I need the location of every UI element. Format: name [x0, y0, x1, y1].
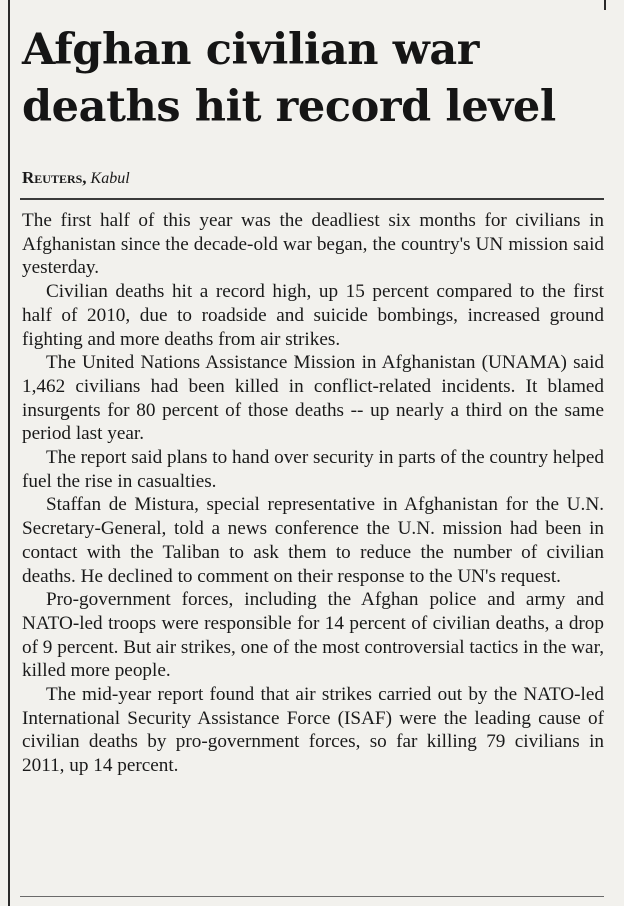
headline: Afghan civilian war deaths hit record level — [22, 25, 556, 132]
article-body — [22, 209, 604, 778]
column-rule-left — [8, 0, 10, 906]
byline-agency: Reuters, — [22, 168, 87, 187]
article-paragraph: Pro-government forces, including the Afghan police and army and NATO-led troops were responsible for 14 percent of civilian deaths, a drop of 9 percent. But air strikes, one of the most controversial tactics in the war, killed more people. — [22, 589, 604, 682]
article-paragraph: The mid-year report found that air strikes carried out by the NATO-led International Security Assistance Force (ISAF) were the leading cause of civilian deaths by pro-government forces, so far killing 79 civilians in 2011, up 14 percent. — [22, 684, 604, 777]
byline — [22, 168, 130, 189]
byline-divider — [20, 198, 604, 200]
article-paragraph: The first half of this year was the deadliest six months for civilians in Afghanistan since the decade-old war began, the country's UN mission said yesterday. — [22, 210, 604, 279]
article-paragraph: Civilian deaths hit a record high, up 15 percent compared to the first half of 2010, due to roadside and suicide bombings, increased ground fighting and more deaths from air strikes. — [22, 281, 604, 350]
article-paragraph: The United Nations Assistance Mission in Afghanistan (UNAMA) said 1,462 civilians had been killed in conflict-related incidents. It blamed insurgents for 80 percent of those deaths -- up nearly a third on the same period last year. — [22, 352, 604, 445]
byline-location: Kabul — [90, 170, 130, 187]
article-paragraph: The report said plans to hand over security in parts of the country helped fuel the rise in casualties. — [22, 447, 604, 492]
article-paragraph: Staffan de Mistura, special representative in Afghanistan for the U.N. Secretary-General, told a news conference the U.N. mission had been in contact with the Taliban to ask them to reduce the number of civilian deaths. He declined to comment on their response to the UN's request. — [22, 494, 604, 587]
column-rule-right — [604, 0, 606, 10]
bottom-divider — [20, 896, 604, 897]
